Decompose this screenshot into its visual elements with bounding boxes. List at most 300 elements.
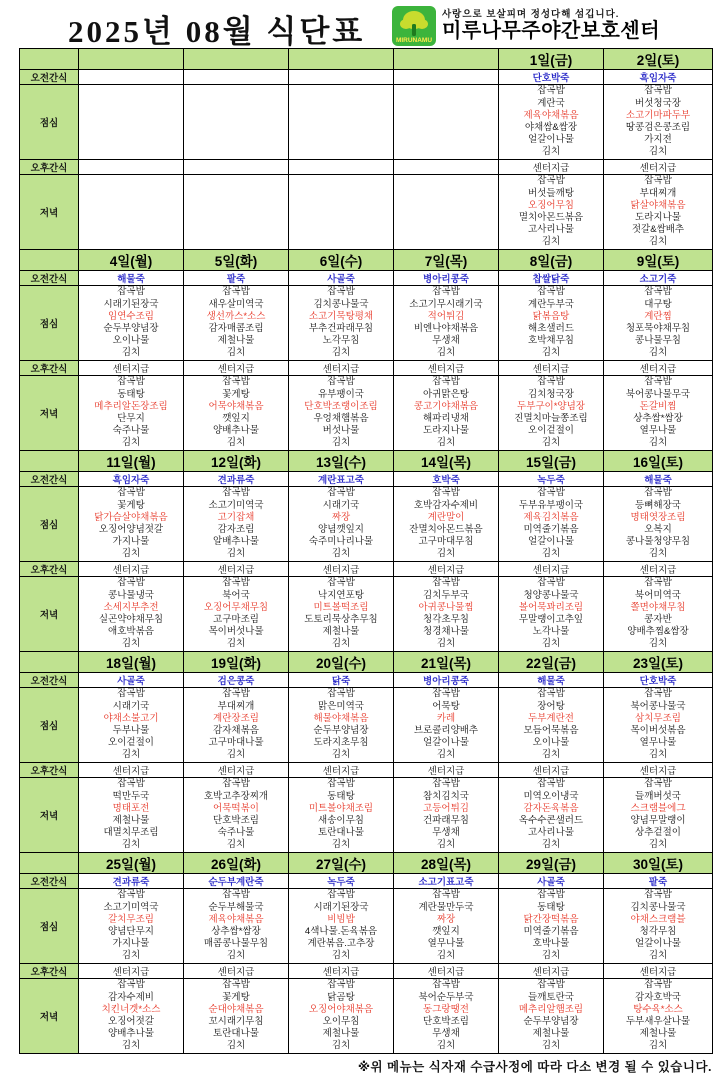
date-header: 2일(토) [604,49,713,70]
main-dish: 단호박조랭이조림 [304,400,378,412]
main-dish: 탕수육*소스 [633,1003,683,1015]
porridge-name: 해물죽 [644,475,672,486]
lunch-cell [79,688,184,763]
dinner-cell [184,376,289,451]
porridge-name: 소고기표고죽 [418,877,474,888]
menu-item: 소고기미역국 [103,901,159,913]
menu-item: 김치 [121,548,141,560]
row-label-afternoon-snack: 오후간식 [20,763,79,778]
menu-item: 양념깻잎지 [318,524,364,535]
menu-item: 부대찌개 [217,700,255,712]
menu-item: 두부유부팽이국 [518,499,584,511]
menu-item: 계란물만두국 [418,901,474,913]
menu-item: 김치콩나물국 [313,298,369,310]
menu-item: 잡곡밥 [537,376,565,388]
main-dish: 어묵야채볶음 [208,400,264,412]
menu-item: 가지나물 [112,536,150,548]
row-label-afternoon-snack: 오후간식 [20,562,79,577]
menu-item: 잡곡밥 [327,889,355,901]
menu-item: 숙주미나리나물 [308,536,374,548]
porridge-name: 사골죽 [117,676,145,687]
corner-cell [20,652,79,673]
row-label-morning-snack: 오전간식 [20,70,79,85]
menu-item: 두부나물 [112,725,150,736]
menu-item: 김치 [226,638,246,650]
morning-snack-row [20,472,713,487]
porridge-name: 병아리콩죽 [423,274,469,285]
main-dish: 해물야채볶음 [313,712,369,724]
morning-snack-cell [394,673,499,688]
lunch-cell [79,286,184,361]
menu-item: 잡곡밥 [432,688,460,700]
dinner-cell [499,979,604,1054]
menu-item: 북어콩나물국 [630,700,686,712]
morning-snack-cell [79,271,184,286]
date-header [79,49,184,70]
row-label-morning-snack: 오전간식 [20,472,79,487]
menu-item: 땅콩검은콩조림 [625,122,691,133]
dinner-cell [394,979,499,1054]
lunch-cell [394,286,499,361]
lunch-cell [184,487,289,562]
menu-item: 호박채무침 [528,335,574,347]
menu-item: 얼갈이나물 [635,938,681,950]
lunch-cell [79,487,184,562]
menu-item: 떡만두국 [112,790,150,802]
main-dish: 제육야채볶음 [208,913,264,925]
row-label-dinner: 저녁 [20,175,79,250]
menu-item: 김치 [226,437,246,449]
menu-item: 김치 [648,950,668,962]
dinner-cell [604,376,713,451]
date-header: 7일(목) [394,250,499,271]
menu-item: 잡곡밥 [117,979,145,991]
morning-snack-cell [289,472,394,487]
lunch-row [20,889,713,964]
morning-snack-cell [289,70,394,85]
menu-item: 시래기된장국 [313,901,369,913]
morning-snack-cell [499,472,604,487]
menu-item: 잡곡밥 [537,85,565,97]
org-name: 미루나무주야간보호센터 [442,20,661,42]
menu-item: 감자조림 [217,524,255,535]
menu-item: 고구마대나물 [208,737,264,749]
menu-item: 해초샐러드 [528,323,574,334]
dinner-cell [499,778,604,853]
main-dish: 짜장 [331,511,351,523]
menu-item: 잡곡밥 [644,577,672,589]
main-dish: 미트볼야채조림 [308,802,374,814]
menu-item: 열무나물 [427,938,465,950]
menu-item: 잡곡밥 [644,889,672,901]
morning-snack-row [20,673,713,688]
afternoon-snack-cell: 센터지급 [394,562,499,577]
dinner-cell [499,577,604,652]
menu-item: 건파래무침 [423,815,469,826]
menu-item: 김치 [226,839,246,851]
lunch-row [20,688,713,763]
menu-item: 노각무침 [322,335,360,347]
morning-snack-cell [289,673,394,688]
week-date-row [20,250,713,271]
afternoon-snack-cell: 센터지급 [499,160,604,175]
menu-item: 김치 [436,950,456,962]
menu-item: 잡곡밥 [644,487,672,499]
row-label-dinner: 저녁 [20,979,79,1054]
afternoon-snack-cell: 센터지급 [499,361,604,376]
menu-item: 야채쌈&쌈장 [524,122,578,133]
menu-item: 잡곡밥 [432,286,460,298]
main-dish: 짜장 [436,913,456,925]
afternoon-snack-cell [79,160,184,175]
porridge-name: 팥죽 [226,274,246,285]
porridge-name: 검은콩죽 [217,676,255,687]
date-header: 25일(월) [79,853,184,874]
morning-snack-cell [184,673,289,688]
menu-item: 제철나물 [217,335,255,347]
main-dish: 돈갈비찜 [639,400,677,412]
menu-item: 잡곡밥 [537,487,565,499]
menu-item: 김치 [541,1040,561,1052]
menu-item: 잡곡밥 [222,577,250,589]
morning-snack-cell [499,70,604,85]
row-label-afternoon-snack: 오후간식 [20,160,79,175]
main-dish: 카레 [436,712,456,724]
dinner-row [20,376,713,451]
menu-item: 김치 [121,638,141,650]
dinner-cell [289,577,394,652]
date-header: 5일(화) [184,250,289,271]
menu-item: 계란볶음.고추장 [307,938,375,950]
menu-item: 김치 [121,839,141,851]
afternoon-snack-cell: 센터지급 [499,562,604,577]
menu-item: 잡곡밥 [537,688,565,700]
menu-item: 콩나물무침 [635,335,681,347]
afternoon-snack-cell [394,160,499,175]
menu-item: 감자수제비 [108,991,154,1003]
menu-item: 열무나물 [639,737,677,749]
menu-item: 잡곡밥 [537,286,565,298]
porridge-name: 병아리콩죽 [423,676,469,687]
menu-item: 맑은미역국 [318,700,364,712]
menu-item: 김치 [648,548,668,560]
main-dish: 계란말이 [427,511,465,523]
main-dish: 메추리알햄조림 [518,1003,584,1015]
date-header: 6일(수) [289,250,394,271]
menu-item: 장어탕 [537,700,565,712]
dinner-cell [289,376,394,451]
morning-snack-cell [79,874,184,889]
main-dish: 두부구이*양념장 [517,400,585,412]
menu-item: 단호박조림 [213,815,259,826]
lunch-cell [184,889,289,964]
corner-cell [20,451,79,472]
menu-item: 김치 [226,749,246,761]
afternoon-snack-cell: 센터지급 [289,763,394,778]
menu-item: 김치 [436,749,456,761]
page-title: 2025년 08월 식단표 [68,14,366,49]
menu-item: 콩자반 [644,614,672,625]
menu-item: 김치 [648,437,668,449]
date-header: 29일(금) [499,853,604,874]
date-header: 13일(수) [289,451,394,472]
date-header: 27일(수) [289,853,394,874]
dinner-row [20,778,713,853]
date-header: 9일(토) [604,250,713,271]
menu-item: 젓갈&쌈배추 [631,224,685,236]
morning-snack-cell [394,472,499,487]
menu-item: 잡곡밥 [537,175,565,187]
menu-item: 김치 [648,146,668,158]
lunch-cell [289,889,394,964]
menu-item: 닭곰탕 [327,991,355,1003]
menu-item: 잡곡밥 [644,175,672,187]
dinner-cell [79,979,184,1054]
afternoon-snack-cell [184,160,289,175]
date-header [184,49,289,70]
dinner-cell [79,778,184,853]
menu-item: 제철나물 [322,1028,360,1040]
menu-item: 도라지나물 [635,212,681,223]
afternoon-snack-row [20,160,713,175]
main-dish: 고등어튀김 [423,802,469,814]
main-dish: 비빔밥 [327,913,355,925]
menu-item: 토란대나물 [318,827,364,839]
menu-item: 얼갈이나물 [423,737,469,749]
menu-item: 대구탕 [644,298,672,310]
menu-item: 들깨버섯국 [635,790,681,802]
org-texts [442,6,710,42]
menu-item: 목이버섯나물 [208,626,264,638]
menu-item: 무생채 [432,827,460,839]
menu-item: 잡곡밥 [644,778,672,790]
menu-item: 들깨토란국 [528,991,574,1003]
menu-item: 진멸치마늘쫑조림 [514,413,588,424]
lunch-cell [499,688,604,763]
date-header: 22일(금) [499,652,604,673]
menu-item: 잡곡밥 [537,979,565,991]
menu-item: 김치 [648,1040,668,1052]
main-dish: 삼치무조림 [635,712,681,724]
menu-item: 청포묵야채무침 [625,323,691,334]
menu-item: 단무지 [117,413,145,424]
menu-item: 잡곡밥 [327,688,355,700]
menu-item: 낙지연포탕 [318,589,364,601]
dinner-cell [289,979,394,1054]
menu-item: 시래기국 [322,499,360,511]
lunch-cell [604,85,713,160]
date-header: 30일(토) [604,853,713,874]
menu-item: 숙주나물 [112,425,150,437]
menu-item: 청양콩나물국 [523,589,579,601]
menu-item: 소고기미역국 [208,499,264,511]
mirunamu-tree-logo-icon [392,6,436,46]
menu-item: 새우살미역국 [208,298,264,310]
main-dish: 명태포전 [112,802,150,814]
date-header: 19일(화) [184,652,289,673]
main-dish: 오징어무채무침 [203,601,269,613]
menu-item: 잡곡밥 [222,688,250,700]
porridge-name: 순두부계란죽 [208,877,264,888]
menu-item: 김치 [331,437,351,449]
morning-snack-cell [289,271,394,286]
page-footer-note: ※위 메뉴는 식자재 수급사정에 따라 다소 변경 될 수 있습니다. [357,1060,712,1074]
main-dish: 콩고기야채볶음 [413,400,479,412]
porridge-name: 계란표고죽 [318,475,364,486]
menu-item: 잡곡밥 [327,376,355,388]
menu-item: 잡곡밥 [432,778,460,790]
menu-item: 양념단무지 [108,926,154,937]
afternoon-snack-cell: 센터지급 [394,763,499,778]
menu-item: 김치 [541,146,561,158]
afternoon-snack-cell: 센터지급 [79,763,184,778]
dinner-cell [499,376,604,451]
dinner-cell [79,376,184,451]
main-dish: 닭볶음탕 [532,310,570,322]
menu-item: 미역줄기볶음 [523,524,579,535]
menu-item: 청각무침 [639,926,677,937]
lunch-cell [394,85,499,160]
menu-item: 아귀맑은탕 [423,388,469,400]
porridge-name: 녹두죽 [327,877,355,888]
porridge-name: 소고기죽 [639,274,677,285]
menu-item: 버섯들깨탕 [528,187,574,199]
afternoon-snack-cell [289,160,394,175]
menu-item: 잡곡밥 [432,979,460,991]
menu-item: 청각초무침 [423,614,469,625]
menu-item: 양배추찜&쌈장 [627,626,689,638]
menu-item: 김치 [331,839,351,851]
week-date-row [20,451,713,472]
dinner-cell [289,175,394,250]
menu-item: 호박고추장찌개 [203,790,269,802]
dinner-cell [184,175,289,250]
menu-item: 김치 [121,950,141,962]
meal-plan-table [19,48,713,1054]
afternoon-snack-cell: 센터지급 [394,964,499,979]
lunch-cell [499,889,604,964]
morning-snack-row [20,271,713,286]
menu-item: 잡곡밥 [432,376,460,388]
menu-item: 잡곡밥 [117,286,145,298]
menu-item: 김치 [648,347,668,359]
lunch-cell [184,688,289,763]
menu-item: 4색나물.돈육볶음 [304,926,378,937]
menu-item: 김치 [541,638,561,650]
menu-item: 김치 [331,749,351,761]
date-header: 15일(금) [499,451,604,472]
date-header: 11일(월) [79,451,184,472]
date-header [289,49,394,70]
org-block [392,6,712,46]
main-dish: 소고기묵탕평채 [308,310,374,322]
menu-item: 얼갈이나물 [528,134,574,146]
dinner-cell [289,778,394,853]
menu-item: 실곤약야채무침 [98,614,164,625]
main-dish: 메추리알돈장조림 [94,400,168,412]
lunch-cell [289,487,394,562]
menu-item: 해파리냉채 [423,413,469,424]
menu-item: 김치 [436,347,456,359]
menu-item: 잡곡밥 [432,577,460,589]
menu-item: 노각나물 [532,626,570,638]
porridge-name: 해물죽 [117,274,145,285]
menu-item: 시래기국 [112,700,150,712]
lunch-row [20,487,713,562]
lunch-cell [604,487,713,562]
menu-item: 김치 [436,548,456,560]
menu-item: 잡곡밥 [117,577,145,589]
menu-item: 김치 [541,437,561,449]
menu-item: 김치 [226,548,246,560]
menu-item: 호박나물 [532,938,570,950]
morning-snack-cell [79,70,184,85]
menu-item: 김치 [541,839,561,851]
main-dish: 오징어야채볶음 [308,1003,374,1015]
menu-item: 매콤콩나물무침 [203,938,269,950]
menu-item: 호박감자수제비 [413,499,479,511]
page-header [0,0,720,48]
morning-snack-cell [604,70,713,85]
afternoon-snack-cell: 센터지급 [604,361,713,376]
lunch-cell [499,85,604,160]
menu-item: 감자매콤조림 [208,323,264,334]
menu-item: 김치 [121,1040,141,1052]
menu-item: 꽃게탕 [222,388,250,400]
menu-item: 김치 [436,437,456,449]
afternoon-snack-cell: 센터지급 [289,562,394,577]
main-dish: 고기잡채 [217,511,255,523]
morning-snack-cell [499,271,604,286]
main-dish: 생선까스*소스 [206,310,266,322]
afternoon-snack-cell: 센터지급 [604,160,713,175]
menu-item: 북어콩나물무국 [625,388,691,400]
row-label-lunch: 점심 [20,889,79,964]
morning-snack-cell [184,271,289,286]
menu-item: 애호박볶음 [108,626,154,638]
org-slogan: 사랑으로 보살피며 정성다해 섬깁니다. [442,9,620,20]
main-dish: 닭가슴살야채볶음 [94,511,168,523]
menu-item: 잡곡밥 [327,286,355,298]
afternoon-snack-cell: 센터지급 [79,361,184,376]
lunch-cell [289,688,394,763]
lunch-cell [184,85,289,160]
menu-item: 김치 [331,950,351,962]
date-header [394,49,499,70]
menu-item: 잡곡밥 [117,688,145,700]
morning-snack-cell [394,271,499,286]
menu-item: 잡곡밥 [537,889,565,901]
row-label-dinner: 저녁 [20,778,79,853]
menu-item: 상추쌈*쌈장 [211,926,261,937]
morning-snack-cell [79,673,184,688]
menu-item: 잡곡밥 [222,979,250,991]
menu-item: 북어국 [222,589,250,601]
morning-snack-cell [604,874,713,889]
main-dish: 야채소불고기 [103,712,159,724]
menu-item: 김치콩나물국 [630,901,686,913]
menu-item: 김치두부국 [423,589,469,601]
morning-snack-cell [604,673,713,688]
morning-snack-cell [499,673,604,688]
morning-snack-cell [289,874,394,889]
menu-item: 순두부양념장 [523,1016,579,1027]
menu-item: 꽃게탕 [117,499,145,511]
menu-item: 순두부해물국 [208,901,264,913]
lunch-cell [184,286,289,361]
porridge-name: 흑임자죽 [639,73,677,84]
menu-item: 고구마조림 [213,614,259,625]
